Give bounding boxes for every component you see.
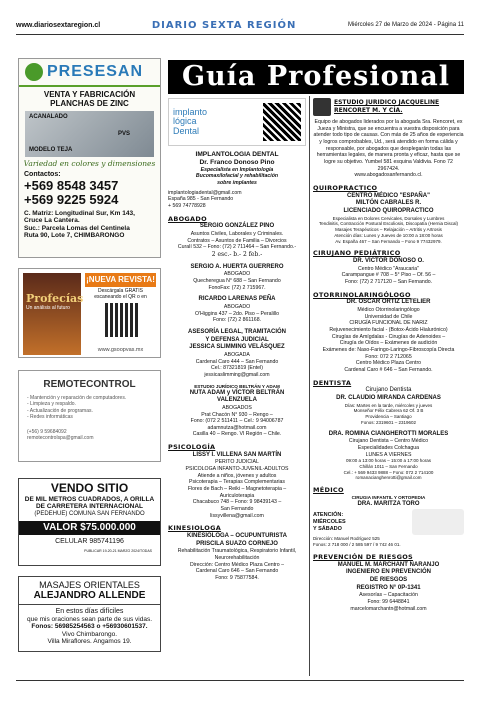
presesan-tag: Variedad en colores y dimensiones [23,159,156,169]
rosa-c: LUNES A VIERNES [365,451,412,458]
abogado-n5: NUTA ADAM y VÍCTOR BELTRÁN [189,389,285,396]
abogado-n5d[interactable]: adamnutza@hotmail.com [207,424,267,431]
riesgo-a: INGENIERO EN PREVENCIÓN [345,569,431,576]
kine-c: Dirección: Centro Médico Plaza Centro – [190,561,284,568]
abogado-n3: RICARDO LARENAS PEÑA [198,296,276,303]
presesan-logo-icon [25,63,43,81]
otorrino-j: Cardenal Caro # 646 – San Fernando. [344,366,433,373]
pedia-name: DR. VÍCTOR DONOSO O. [353,257,424,264]
page-header [16,18,464,32]
psico-f: Auriculoterapia [219,492,255,499]
abogado-n4d[interactable]: jessicaslimming@gmail.com [204,371,270,378]
masajes-l4: Villa Miraflores. Angamos 19. [47,638,132,646]
otorrino-name: DR. OSCAR ORTIZ LETELIER [346,299,431,306]
abogado-n3c: Fono: (72) 2 861168. [212,317,262,324]
psico-e: Flores de Bach – Reiki – Magnetoterapia – [187,486,287,493]
children-illustration-icon [412,509,464,535]
riesgo-f[interactable]: marcelomarchantn@hotmail.com [350,605,427,612]
presesan-line5: MODELO TEJA [29,147,73,154]
otorrino-f: Cirugía de Oídos – Exámenes de audición [339,340,438,347]
riesgo-b: DE RIESGOS [369,576,408,583]
implanto-mail[interactable]: implantologiadental@gmail.com [168,189,242,196]
psico-section: PSICOLOGÍA [168,443,216,452]
abogado-n1d: 2 esc.- b.- 2 feb.- [211,251,263,259]
remote-l4: - Redes informáticas [27,414,73,420]
medico-att2: MIÉRCOLES [313,518,346,525]
abogado-n5c: Fono: (072 2 511411 – Cel.: 9 94006787 [190,418,284,425]
abogado-n5a: ABOGADOS [222,404,252,411]
masajes-l1: En estos días difíciles [55,607,124,615]
abogado-n2: SERGIO A. HUERTA GUERRERO [190,263,284,270]
abogado-n4x: Y DEFENSA JUDICIAL [205,336,269,343]
otorrino-g: Exámenes de: Naso-Faringo-Laringo-Fibroscopía Directa [322,346,455,353]
otorrino-h: Fono: 072 2 712065 [365,353,412,360]
psico-g: Chacabuco 748 – Fono: 9 98439143 – [192,499,282,506]
masajes-title1: MASAJES ORIENTALES [39,580,140,590]
implanto-qr-icon[interactable] [263,103,301,141]
medico-name: DRA. MARITZA TORO [357,500,420,507]
abogado-n1b: Contratos – Asuntos de Familia – Divorcios [187,237,287,244]
site-url[interactable]: www.diariosextaregion.cl [16,21,101,29]
quiro-section: QUIROPRACTICO [313,183,378,192]
implanto-phone[interactable]: + 569 74778928 [168,203,206,210]
implanto-addr: España 985 - San Fernando [168,196,234,203]
guide-right-column [313,98,464,678]
magazine-cover-image [23,273,84,355]
vendo-pub: PUBLICAR 19-20-21 MARZO 2024/TODAS [84,548,152,553]
abogado-n2c: FonoFax: (72) 2 715967. [208,284,266,291]
revista-title: ¡NUEVA REVISTA! [85,273,156,287]
presesan-line1: VENTA Y FABRICACIÓN [43,90,136,99]
abogado-n4a: ABOGADA [224,352,250,359]
pedia-b: Carampangue # 708 – 5° Piso – Of. 56 – [341,272,436,279]
psico-a: PERITO JUDICIAL [215,459,259,466]
kine-e: Fono: 9 75877584. [215,575,259,581]
rosa-f: Cel.: + 569 9433 9888 – Fono: 072 2 714100 [343,469,434,475]
otorrino-a: Médico Otorrinolaringólogo [357,306,420,313]
kine-a: Rehabilitación Traumatológica, Respiratorio Infantil, [177,548,297,555]
riesgo-c: REGISTRO N° 0P-1341 [356,584,421,591]
riesgo-section: PREVENCIÓN DE RIESGOS [313,552,414,561]
presesan-line2: PLANCHAS DE ZINC [50,99,129,109]
rosa-b: Especialidades Colchagua [357,444,420,451]
dentista-e: Fonos: 2319601 – 2319602 [360,419,417,425]
otorrino-b: Universidad de Chile [364,313,413,320]
riesgo-name: MANUEL M. MARCHANT NARANJO [337,561,440,568]
rosa-name: DRA. ROMINA CIANGHEROTTI MORALES [328,430,449,437]
abogado-n5e: Casilla 40 – Rengo. VI Región – Chile. [192,431,282,438]
remote-phone[interactable]: (+56) 9 59684092 [27,428,67,435]
psico-i[interactable]: lissyvillena@gmail.com [210,512,264,519]
page-date: Miércoles 27 de Marzo de 2024 - Página 11 [348,22,464,28]
quiro-h: CENTRO MÉDICO "ESPAÑA" [347,192,430,199]
quiro-e: Av. España 467 – San Fernando – Fono 9 77432979. [335,238,442,244]
header-rule [16,34,464,35]
abogado-n5b: Prat Chacón N° 930 – Rengo – [201,411,273,418]
dentista-a: Cirujano Dentista [365,387,412,394]
psico-c: Atiende a niños, jóvenes y adultos [197,472,277,479]
masajes-l2: que mis oraciones sean parte de sus vidas. [26,615,152,623]
remote-l1: - Mantención y reparación de computadores. [27,394,127,401]
dentista-name: DR. CLAUDIO MIRANDA CARDENAS [336,394,441,401]
implanto-title: IMPLANTOLOGIA DENTAL [195,151,279,158]
masajes-title2: ALEJANDRO ALLENDE [19,590,160,605]
cover-subtitle: Un análisis al futuro [26,304,70,311]
implanto-spec3: sobre implantes [217,180,257,187]
rosa-g[interactable]: romanacianghenrotti@gmail.com [355,475,422,481]
masajes-l3: Vivo Chimbarongo. [61,630,118,638]
presesan-phone1[interactable]: +569 8548 3457 [24,178,119,194]
presesan-phone2[interactable]: +569 9225 5924 [24,192,119,208]
presesan-line4: PVS [117,131,130,138]
vendo-title: VENDO SITIO [50,481,129,495]
riesgo-e: Fono: 99 6448841 [367,598,410,605]
presesan-addr1: C. Matriz: Longitudinal Sur, Km 143, [24,209,135,217]
dentista-section: DENTISTA [313,378,352,387]
presesan-ad [18,58,161,258]
medico-a: Dirección: Manuel Rodríguez 525 [313,536,380,542]
juridico-section: ESTUDIO JURIDICO JACQUELINE RENCORET M. Y CÍA. [334,99,440,114]
presesan-contacts: Contactos: [24,171,61,178]
revista-ad [18,268,161,358]
presesan-addr4: Ruta 90, Lote 7, CHIMBARONGO [24,232,125,240]
masajes-phone[interactable]: Fonos: 56985254563 o +56930601537. [31,623,148,631]
vendo-l3: (PEDEHUE) COMUNA SAN FERNANDO [34,510,145,517]
riesgo-d: Asesorías – Capacitación [359,592,418,599]
implanto-logo [173,108,207,136]
qr-code-icon[interactable] [105,303,139,337]
remote-l2: - Limpieza y respaldo. [27,401,76,407]
abogado-n3b: O'Higgins 437 – 2do. Piso – Peralillo [194,310,280,317]
abogado-n2a: ABOGADO [223,271,251,278]
revista-sub: Descárgala GRATIS escaneando el QR o en [94,288,147,300]
guide-title: Guía Profesional [168,60,464,94]
abogado-n5h: ESTUDIO JURÍDICO BELTRÁN Y ADAM [194,383,280,389]
abogado-n1c: Curalí 532 – Fono: (72) 2 711464 – San Fernando.- [177,244,297,251]
abogado-section: ABOGADO [168,214,207,223]
zinc-sheets-image [25,111,154,157]
rosa-a: Cirujano Dentista – Centro Médico [348,438,429,445]
masajes-ad [18,576,161,652]
abogado-n3a: ABOGADO [223,304,251,311]
otorrino-d: Rejuvenecimiento facial - (Botox-Ácido Hialurónico) [329,326,448,333]
pedia-section: CIRUJANO PEDIÁTRICO [313,249,401,258]
quiro-d: Atención días: Lunes y Jueves de 10:00 a 18:00 horas [334,232,443,238]
cover-title: Profecías [26,292,84,305]
implanto-logo3: Dental [173,125,200,136]
scales-icon [313,98,331,116]
remote-l3: - Actualización de programas. [27,407,93,414]
psico-name: LISSY I. VILLENA SAN MARTÍN [192,451,282,458]
psico-d: Psicoterapia – Terapias Complementarias [189,479,285,486]
implanto-spec1: Especialista en Implantología [200,166,274,173]
abogado-n4b: Cardenal Caro 444 – San Fernando [195,358,279,365]
remote-mail[interactable]: remotecontrolspa@gmail.com [27,435,94,441]
quiro-name2: LICENCIADO QUIROPRACTICO [343,207,434,214]
remote-logo: REMOTECONTROL [43,379,136,390]
footer-rule [16,680,464,681]
presesan-addr2: Cruce La Cantera. [24,217,80,225]
abogado-n5x: VALENZUELA [217,397,257,404]
kine-d: Cardenal Caro 646 – San Fernando [195,568,279,575]
juridico-web[interactable]: www.abogadosanfernando.cl. [354,172,423,179]
medico-att3: Y SÁBADO [313,525,342,532]
juridico-text: Equipo de abogados liderados por la abogada Sra. Rencoret, ex Jueza y Ministra, que se encuentra a vuestra disposición para atender todo tipo de causas. Con más de 25 años de experiencia y logros comprobables, Ud., será atendido en forma cálida y responsable, por abogados que desplegarán todas las herramientas legales, de manera pronta y eficaz, hasta que se logre su objetivo. Yumbel 581 esquina Valdivia. Fono 72 2967424. [313,119,464,172]
vendo-price: VALOR $75.000.000 [19,521,160,535]
implanto-logo1: implanto [173,106,208,117]
kine-name: KINESIOLOGA – OCUPUNTURISTA [186,533,287,540]
kine-name2: PRISCILA SUAZO CORNEJO [196,540,278,547]
dentista-c: Monseñor Félix Cabrera 62 Of. 3 B [353,408,424,414]
pedia-c: Fono: (72) 2 717120 – San Fernando. [344,278,433,285]
revista-web[interactable]: www.gsoopvas.mx [97,346,144,353]
otorrino-i: Centro Médico Plaza Centro [355,360,422,367]
abogado-n1a: Asuntos Civiles, Laborales y Criminales. [190,231,284,238]
otorrino-e: Cirugías de Amígdalas - Cirugías de Adenoides – [331,333,446,340]
column-divider [309,96,310,676]
rosa-d: 09:00 a 13:00 horas – 15:00 a 17:00 horas [345,458,432,464]
otorrino-section: OTORRINOLARINGÓLOGO [313,290,411,299]
kine-b: Neurorehabilitación [214,555,260,562]
guide-left-column [168,98,306,678]
quiro-name: MILTÓN CABRALES R. [355,200,422,207]
abogado-n1: SERGIO GONZÁLEZ PINO [199,223,275,230]
pedia-a: Centro Médico "Araucaria" [357,265,420,272]
abogado-n4c: Cel.: 87321819 (Entel) [211,365,263,372]
quiro-b: Tendinitis, Contracción Postural Escoliosis, Discopatía (Hernia Discal) [318,221,459,227]
abogado-n4: ASESORÍA LEGAL, TRAMITACIÓN [188,329,286,335]
dentista-b: Días: Martes en la tarde, miércoles y jueves [344,402,433,408]
implanto-logo2: lógica [173,116,197,127]
kine-section: KINESIOLOGA [168,524,222,533]
vendo-sitio-ad [18,478,161,566]
presesan-logo: PRESESAN [47,62,144,80]
medico-section: MÉDICO [313,486,344,495]
presesan-addr3: Suc.: Parcela Lomas del Centinela [24,224,130,232]
medico-h: CIRUGIA INFANTIL Y ORTOPEDIA [351,494,426,500]
abogado-n4y: JESSICA SLIMMING VELÁSQUEZ [189,344,285,351]
vendo-phone[interactable]: CELULAR 985741196 [55,537,124,545]
psico-h: San Fernando [220,506,254,513]
vendo-l1: DE MIL METROS CUADRADOS, A ORILLA [24,495,155,503]
otorrino-c: CIRUGÍA FUNCIONAL DE NARIZ [349,320,428,327]
rosa-e: Chillán 1011 – San Fernando [359,463,418,469]
remote-control-ad [18,370,161,462]
psico-b: PSICOLOGA INFANTO-JUVENIL-ADULTOS [185,466,289,473]
medico-b: Fonos: 2 718 000 / 2 585 597 / 9 742 46 01. [313,542,401,548]
vendo-l2: DE CARRETERA INTERNACIONAL [35,503,143,511]
quiro-c: Masajes Terapéuticos – Relajación – Artritis y Artrosis [335,227,442,233]
implanto-spec2: Bucomaxilofacial y rehabilitación [195,173,279,180]
abogado-n2b: Quecheregua N° 688 – San Fernando [193,278,281,285]
implanto-name: Dr. Franco Donoso Pino [199,158,275,166]
medico-att1: ATENCIÓN: [313,511,344,518]
presesan-line3: ACANALADO [29,114,68,121]
quiro-a: Especialista en Dolores Cervicales, Dorsales y Lumbres [332,215,445,221]
dentista-d: Providencia – Santiago [365,414,412,420]
masthead: DIARIO SEXTA REGIÓN [151,19,297,31]
